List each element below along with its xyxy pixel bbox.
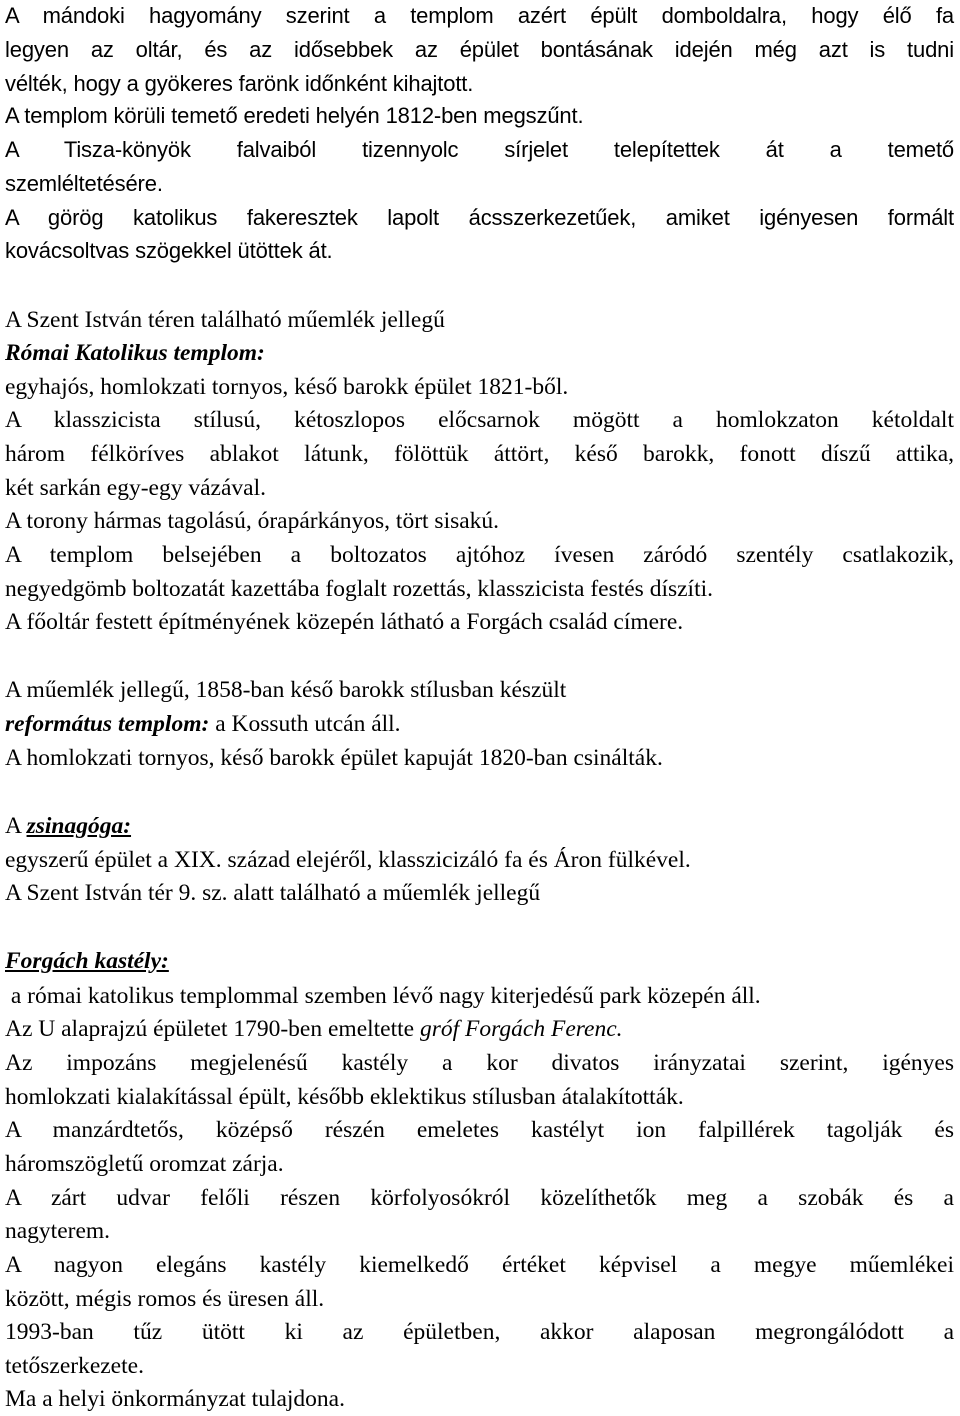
paragraph-1-line-7: A görög katolikus fakeresztek lapolt ácsszerkezetűek, amiket igényesen formált: [5, 205, 954, 230]
roman-catholic-line-7: negyedgömb boltozatát kazettába foglalt rozettás, klasszicista festés díszíti.: [5, 576, 714, 602]
paragraph-1-line-6: szemléltetésére.: [5, 171, 163, 196]
synagogue-prefix: A: [5, 813, 27, 839]
castle-line-13: Ma a helyi önkormányzat tulajdona.: [5, 1386, 345, 1412]
castle-line-5: A manzárdtetős, középső részén emeletes kastélyt ion falpillérek tagolják és: [5, 1117, 954, 1143]
paragraph-1-line-1: A mándoki hagyomány szerint a templom azért épült domboldalra, hogy élő fa: [5, 3, 954, 28]
roman-catholic-title: Római Katolikus templom:: [5, 340, 265, 366]
castle-line-3: Az impozáns megjelenésű kastély a kor divatos irányzatai szerint, igényes: [5, 1050, 954, 1076]
castle-line-11: 1993-ban tűz ütött ki az épületben, akkor alaposan megrongálódott a: [5, 1319, 954, 1345]
roman-catholic-line-2: A klasszicista stílusú, kétoszlopos előcsarnok mögött a homlokzaton kétoldalt: [5, 407, 954, 433]
paragraph-1-line-5: A Tisza-könyök falvaiból tizennyolc sírjelet telepítettek át a temető: [5, 137, 954, 162]
castle-line-12: tetőszerkezete.: [5, 1353, 144, 1379]
roman-catholic-line-1: egyhajós, homlokzati tornyos, késő barokk épület 1821-ből.: [5, 374, 569, 400]
paragraph-1-line-4: A templom körüli temető eredeti helyén 1812-ben megszűnt.: [5, 103, 584, 128]
castle-line-8: nagyterem.: [5, 1218, 111, 1244]
castle-line-6: háromszögletű oromzat zárja.: [5, 1151, 284, 1177]
castle-line-4: homlokzati kialakítással épült, később eklektikus stílusban átalakították.: [5, 1084, 684, 1110]
castle-line-7: A zárt udvar felőli részen körfolyosókról közelíthetők meg a szobák és a: [5, 1185, 954, 1211]
castle-title: Forgách kastély:: [5, 948, 169, 974]
castle-line-10: között, mégis romos és üresen áll.: [5, 1286, 325, 1312]
reformed-line-1: A homlokzati tornyos, késő barokk épület kapuját 1820-ban csinálták.: [5, 745, 663, 771]
roman-catholic-line-6: A templom belsejében a boltozatos ajtóhoz ívesen záródó szentély csatlakozik,: [5, 542, 954, 568]
reformed-intro: A műemlék jellegű, 1858-ban késő barokk stílusban készült: [5, 677, 567, 703]
roman-catholic-line-4: két sarkán egy-egy vázával.: [5, 475, 266, 501]
synagogue-line-2: A Szent István tér 9. sz. alatt található a műemlék jellegű: [5, 880, 541, 906]
castle-line-9: A nagyon elegáns kastély kiemelkedő értéket képvisel a megye műemlékei: [5, 1252, 954, 1278]
castle-line-1: a római katolikus templommal szemben lévő nagy kiterjedésű park közepén áll.: [5, 983, 761, 1009]
castle-line-2: [5, 1016, 954, 1043]
roman-catholic-intro: A Szent István téren található műemlék jellegű: [5, 307, 445, 333]
reformed-title: református templom:: [5, 711, 210, 737]
roman-catholic-line-8: A főoltár festett építményének közepén látható a Forgách család címere.: [5, 609, 684, 635]
castle-line-2-text: Az U alaprajzú épületet 1790-ben emeltette: [5, 1016, 420, 1042]
paragraph-1-line-2: legyen az oltár, és az idősebbek az épület bontásának idején még azt is tudni: [5, 37, 954, 62]
castle-founder: gróf Forgách Ferenc.: [419, 1016, 623, 1042]
synagogue-line-1: egyszerű épület a XIX. század elejéről, klasszicizáló fa és Áron fülkével.: [5, 847, 691, 873]
paragraph-1-line-8: kovácsoltvas szögekkel ütöttek át.: [5, 238, 333, 263]
paragraph-1-line-3: vélték, hogy a gyökeres farönk időnként kihajtott.: [5, 71, 474, 96]
synagogue-title: zsinagóga:: [26, 813, 132, 839]
reformed-title-line: [5, 711, 954, 738]
synagogue-heading: [5, 813, 954, 840]
reformed-title-rest: a Kossuth utcán áll.: [209, 711, 401, 737]
roman-catholic-line-5: A torony hármas tagolású, órapárkányos, tört sisakú.: [5, 508, 500, 534]
roman-catholic-line-3: három félköríves ablakot látunk, fölöttük áttört, késő barokk, fonott díszű attika,: [5, 441, 954, 467]
